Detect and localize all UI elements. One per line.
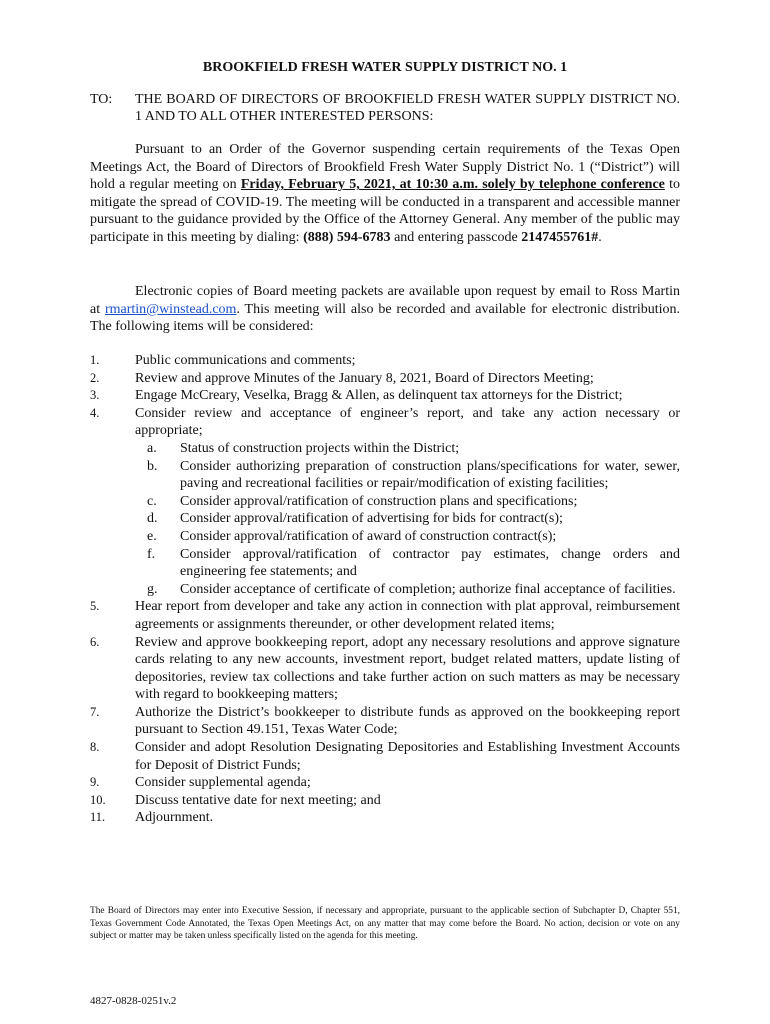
- agenda-subitem: [135, 440, 680, 458]
- agenda-item-number: 7.: [90, 704, 100, 719]
- contact-email-link[interactable]: rmartin@winstead.com: [104, 301, 237, 317]
- agenda-item-text: Consider review and acceptance of engineer’s report, and take any action necessary or appropriate;: [135, 405, 680, 439]
- notice-intro: Pursuant to an Order of the Governor suspending certain requirements of the Texas Open Meetings Act, the Board of Directors of Brookfield Fresh Water Supply District No. 1 (“District”) will hold a regular meeting on: [90, 142, 680, 193]
- agenda-item: [90, 809, 680, 827]
- agenda-item-number: 1.: [90, 353, 100, 367]
- subitem-text: Consider approval/ratification of construction plans and specifications;: [180, 493, 578, 509]
- agenda-item: [90, 792, 680, 810]
- agenda-item-number: 5.: [90, 599, 100, 614]
- agenda-item-text: Review and approve Minutes of the January 8, 2021, Board of Directors Meeting;: [135, 370, 594, 386]
- agenda-item: [90, 774, 680, 792]
- addressee-text: THE BOARD OF DIRECTORS OF BROOKFIELD FRESH WATER SUPPLY DISTRICT NO. 1 AND TO ALL OTHER INTERESTED PERSONS:: [135, 92, 680, 124]
- agenda-item-text: Engage McCreary, Veselka, Bragg & Allen, as delinquent tax attorneys for the District;: [135, 388, 623, 404]
- agenda-item-text: Authorize the District’s bookkeeper to distribute funds as approved on the bookkeeping report pursuant to Section 49.151, Texas Water Code;: [135, 704, 680, 738]
- document-title: BROOKFIELD FRESH WATER SUPPLY DISTRICT NO. 1: [202, 60, 568, 75]
- subitem-text: Consider acceptance of certificate of completion; authorize final acceptance of facilities.: [180, 581, 676, 597]
- agenda-item-text: Consider and adopt Resolution Designating Depositories and Establishing Investment Accounts for Deposit of District Funds;: [135, 740, 680, 773]
- agenda-item-number: 4.: [90, 405, 100, 420]
- to-label: TO:: [90, 92, 113, 107]
- agenda-item-number: 8.: [90, 740, 100, 755]
- passcode-label: and entering passcode: [390, 229, 522, 245]
- agenda-item-number: 9.: [90, 775, 100, 790]
- agenda-item-number: 11.: [90, 810, 106, 825]
- agenda-list: [90, 352, 680, 827]
- subitem-letter: a.: [147, 440, 157, 456]
- agenda-item: [90, 598, 680, 633]
- agenda-subitem: [135, 493, 680, 511]
- agenda-item-text: Review and approve bookkeeping report, adopt any necessary resolutions and approve signature cards relating to any new accounts, investment report, budget related matters, update listing of depositories, review tax collections and take further action on such matters as may be necessary with regard to bookkeeping matters;: [135, 634, 680, 703]
- agenda-subitem: [135, 510, 680, 528]
- subitem-letter: e.: [147, 528, 157, 544]
- packets-rest: . This meeting will also be recorded and available for electronic distribution. The following items will be considered:: [90, 301, 680, 335]
- agenda-item-number: 10.: [90, 792, 106, 807]
- agenda-subitem: [135, 528, 680, 546]
- subitem-letter: g.: [147, 581, 158, 597]
- notice-end: .: [598, 229, 602, 245]
- agenda-item-text: Discuss tentative date for next meeting; and: [135, 792, 381, 808]
- dial-in-phone: (888) 594-6783: [303, 229, 391, 245]
- passcode: 2147455761#: [521, 229, 599, 245]
- agenda-item: [90, 387, 680, 405]
- subitem-text: Consider approval/ratification of advertising for bids for contract(s);: [180, 511, 563, 527]
- agenda-item: [90, 405, 680, 599]
- agenda-item: [90, 634, 680, 704]
- agenda-item-text: Public communications and comments;: [135, 353, 356, 368]
- subitem-letter: c.: [147, 493, 157, 509]
- meeting-notice-paragraph: [90, 141, 680, 247]
- addressee-block: [90, 91, 680, 125]
- agenda-item: [90, 370, 680, 388]
- subitem-letter: d.: [147, 511, 158, 527]
- subitem-text: Consider authorizing preparation of construction plans/specifications for water, sewer, paving and recreational facilities or repair/modification of existing facilities;: [180, 458, 680, 492]
- agenda-subitem: [135, 546, 680, 581]
- agenda-item-number: 6.: [90, 634, 100, 649]
- subitem-text: Consider approval/ratification of award of construction contract(s);: [180, 528, 557, 544]
- subitem-letter: f.: [147, 546, 156, 562]
- agenda-subitem: [135, 458, 680, 493]
- agenda-item-text: Adjournment.: [135, 810, 214, 826]
- executive-session-note: The Board of Directors may enter into Executive Session, if necessary and appropriate, pursuant to the applicable section of Subchapter D, Chapter 551, Texas Government Code Annotated, the Texas Open Meetings Act, on any matter that may come before the Board. No action, decision or vote on any subject or matter may be taken unless specifically listed on the agenda for this meeting.: [90, 906, 680, 942]
- agenda-item: [90, 352, 680, 370]
- agenda-subitem: [135, 581, 680, 599]
- packets-paragraph: [90, 283, 680, 336]
- meeting-datetime: Friday, February 5, 2021, at 10:30 a.m. solely by telephone conference: [240, 177, 665, 193]
- agenda-item-text: Consider supplemental agenda;: [135, 775, 311, 791]
- subitem-letter: b.: [147, 458, 158, 474]
- agenda-item: [90, 704, 680, 739]
- agenda-item: [90, 739, 680, 774]
- document-id: 4827-0828-0251v.2: [90, 995, 177, 1007]
- subitem-text: Consider approval/ratification of contractor pay estimates, change orders and engineering fee statements; and: [180, 546, 680, 580]
- agenda-item-number: 3.: [90, 388, 100, 403]
- packets-intro: Electronic copies of Board meeting packets are available upon request by email to Ross Martin at: [90, 284, 680, 317]
- agenda-item-number: 2.: [90, 370, 100, 385]
- notice-middle: to mitigate the spread of COVID-19. The meeting will be conducted in a transparent and accessible manner pursuant to the guidance provided by the Office of the Attorney General. Any member of the public may participate in this meeting by dialing:: [90, 177, 681, 245]
- subitem-text: Status of construction projects within the District;: [180, 440, 460, 456]
- agenda-item-text: Hear report from developer and take any action in connection with plat approval, reimbursement agreements or assignments thereunder, or other development related items;: [135, 599, 680, 632]
